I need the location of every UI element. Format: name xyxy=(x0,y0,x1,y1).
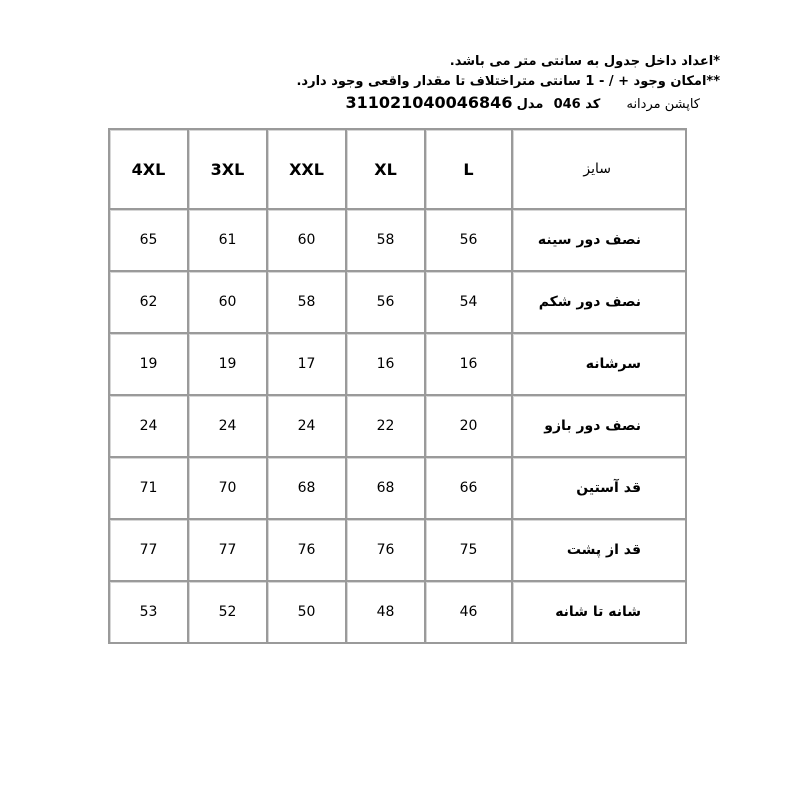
table-row xyxy=(110,396,687,458)
size-header-cell xyxy=(426,130,513,210)
table-cell xyxy=(347,210,426,272)
cell-value: 16 xyxy=(459,356,478,372)
note-tolerance: **امکان وجود + / - 1 سانتی متراختلاف تا مقدار واقعی وجود دارد. xyxy=(296,74,720,89)
table-row xyxy=(110,272,687,334)
cell-value: 61 xyxy=(218,232,237,248)
table-cell xyxy=(347,396,426,458)
product-code: کد 046 xyxy=(553,97,601,112)
size-header-label-cell xyxy=(513,130,687,210)
table-cell xyxy=(110,396,189,458)
row-label: نصف دور سینه xyxy=(537,232,641,248)
product-info xyxy=(80,92,700,116)
cell-value: 53 xyxy=(139,604,158,620)
cell-value: 58 xyxy=(376,232,395,248)
cell-value: 56 xyxy=(376,294,395,310)
table-cell xyxy=(426,458,513,520)
cell-value: 20 xyxy=(459,418,478,434)
table-cell xyxy=(347,458,426,520)
cell-value: 77 xyxy=(139,542,158,558)
table-cell xyxy=(268,458,347,520)
row-label-cell xyxy=(513,396,687,458)
table-cell xyxy=(268,272,347,334)
cell-value: 24 xyxy=(297,418,316,434)
size-4xl: 4XL xyxy=(131,159,166,179)
cell-value: 19 xyxy=(218,356,237,372)
cell-value: 19 xyxy=(139,356,158,372)
table-row xyxy=(110,582,687,644)
table-row xyxy=(110,334,687,396)
cell-value: 24 xyxy=(218,418,237,434)
table-cell xyxy=(268,396,347,458)
product-name: کاپشن مردانه xyxy=(626,97,700,112)
note-units: *اعداد داخل جدول به سانتی متر می باشد. xyxy=(449,54,720,69)
cell-value: 62 xyxy=(139,294,158,310)
size-xl: XL xyxy=(374,159,397,179)
cell-value: 17 xyxy=(297,356,316,372)
cell-value: 50 xyxy=(297,604,316,620)
size-3xl: 3XL xyxy=(210,159,245,179)
size-header-label: سایز xyxy=(583,161,611,177)
table-cell xyxy=(110,582,189,644)
table-cell xyxy=(347,582,426,644)
cell-value: 68 xyxy=(376,480,395,496)
product-model-label: مدل xyxy=(516,97,544,112)
cell-value: 52 xyxy=(218,604,237,620)
cell-value: 60 xyxy=(218,294,237,310)
table-cell xyxy=(426,210,513,272)
row-label-cell xyxy=(513,272,687,334)
table-cell xyxy=(189,334,268,396)
table-row xyxy=(110,210,687,272)
cell-value: 71 xyxy=(139,480,158,496)
product-serial: 311021040046846 xyxy=(345,93,513,112)
size-xxl: XXL xyxy=(289,159,324,179)
cell-value: 56 xyxy=(459,232,478,248)
size-header-cell xyxy=(110,130,189,210)
table-cell xyxy=(347,520,426,582)
size-header-cell xyxy=(189,130,268,210)
table-cell xyxy=(189,272,268,334)
table-cell xyxy=(268,520,347,582)
table-cell xyxy=(110,334,189,396)
table-cell xyxy=(189,582,268,644)
table-cell xyxy=(189,396,268,458)
table-cell xyxy=(347,334,426,396)
cell-value: 77 xyxy=(218,542,237,558)
cell-value: 65 xyxy=(139,232,158,248)
cell-value: 24 xyxy=(139,418,158,434)
row-label-cell xyxy=(513,582,687,644)
cell-value: 46 xyxy=(459,604,478,620)
row-label-cell xyxy=(513,210,687,272)
row-label-cell xyxy=(513,520,687,582)
row-label: قد آستین xyxy=(576,480,641,496)
cell-value: 66 xyxy=(459,480,478,496)
size-header-cell xyxy=(347,130,426,210)
table-cell xyxy=(110,520,189,582)
cell-value: 68 xyxy=(297,480,316,496)
cell-value: 54 xyxy=(459,294,478,310)
size-header-cell xyxy=(268,130,347,210)
cell-value: 76 xyxy=(376,542,395,558)
table-cell xyxy=(268,210,347,272)
table-cell xyxy=(426,396,513,458)
row-label-cell xyxy=(513,458,687,520)
row-label: قد از پشت xyxy=(566,542,641,558)
cell-value: 70 xyxy=(218,480,237,496)
row-label: شانه تا شانه xyxy=(555,604,641,620)
table-cell xyxy=(347,272,426,334)
table-cell xyxy=(268,334,347,396)
table-cell xyxy=(426,272,513,334)
table-cell xyxy=(426,582,513,644)
table-cell xyxy=(189,210,268,272)
cell-value: 16 xyxy=(376,356,395,372)
cell-value: 60 xyxy=(297,232,316,248)
cell-value: 48 xyxy=(376,604,395,620)
table-cell xyxy=(268,582,347,644)
notes-block xyxy=(80,52,720,116)
row-label: نصف دور شکم xyxy=(538,294,641,310)
table-cell xyxy=(189,520,268,582)
table-cell xyxy=(110,272,189,334)
cell-value: 76 xyxy=(297,542,316,558)
table-row xyxy=(110,458,687,520)
size-l: L xyxy=(463,159,474,179)
size-table xyxy=(108,128,687,644)
cell-value: 75 xyxy=(459,542,478,558)
row-label: سرشانه xyxy=(585,356,641,372)
table-cell xyxy=(426,334,513,396)
table-cell xyxy=(110,458,189,520)
table-cell xyxy=(110,210,189,272)
table-cell xyxy=(426,520,513,582)
table-row xyxy=(110,520,687,582)
cell-value: 22 xyxy=(376,418,395,434)
row-label-cell xyxy=(513,334,687,396)
size-header-row xyxy=(110,130,687,210)
cell-value: 58 xyxy=(297,294,316,310)
row-label: نصف دور بازو xyxy=(544,418,641,434)
table-cell xyxy=(189,458,268,520)
